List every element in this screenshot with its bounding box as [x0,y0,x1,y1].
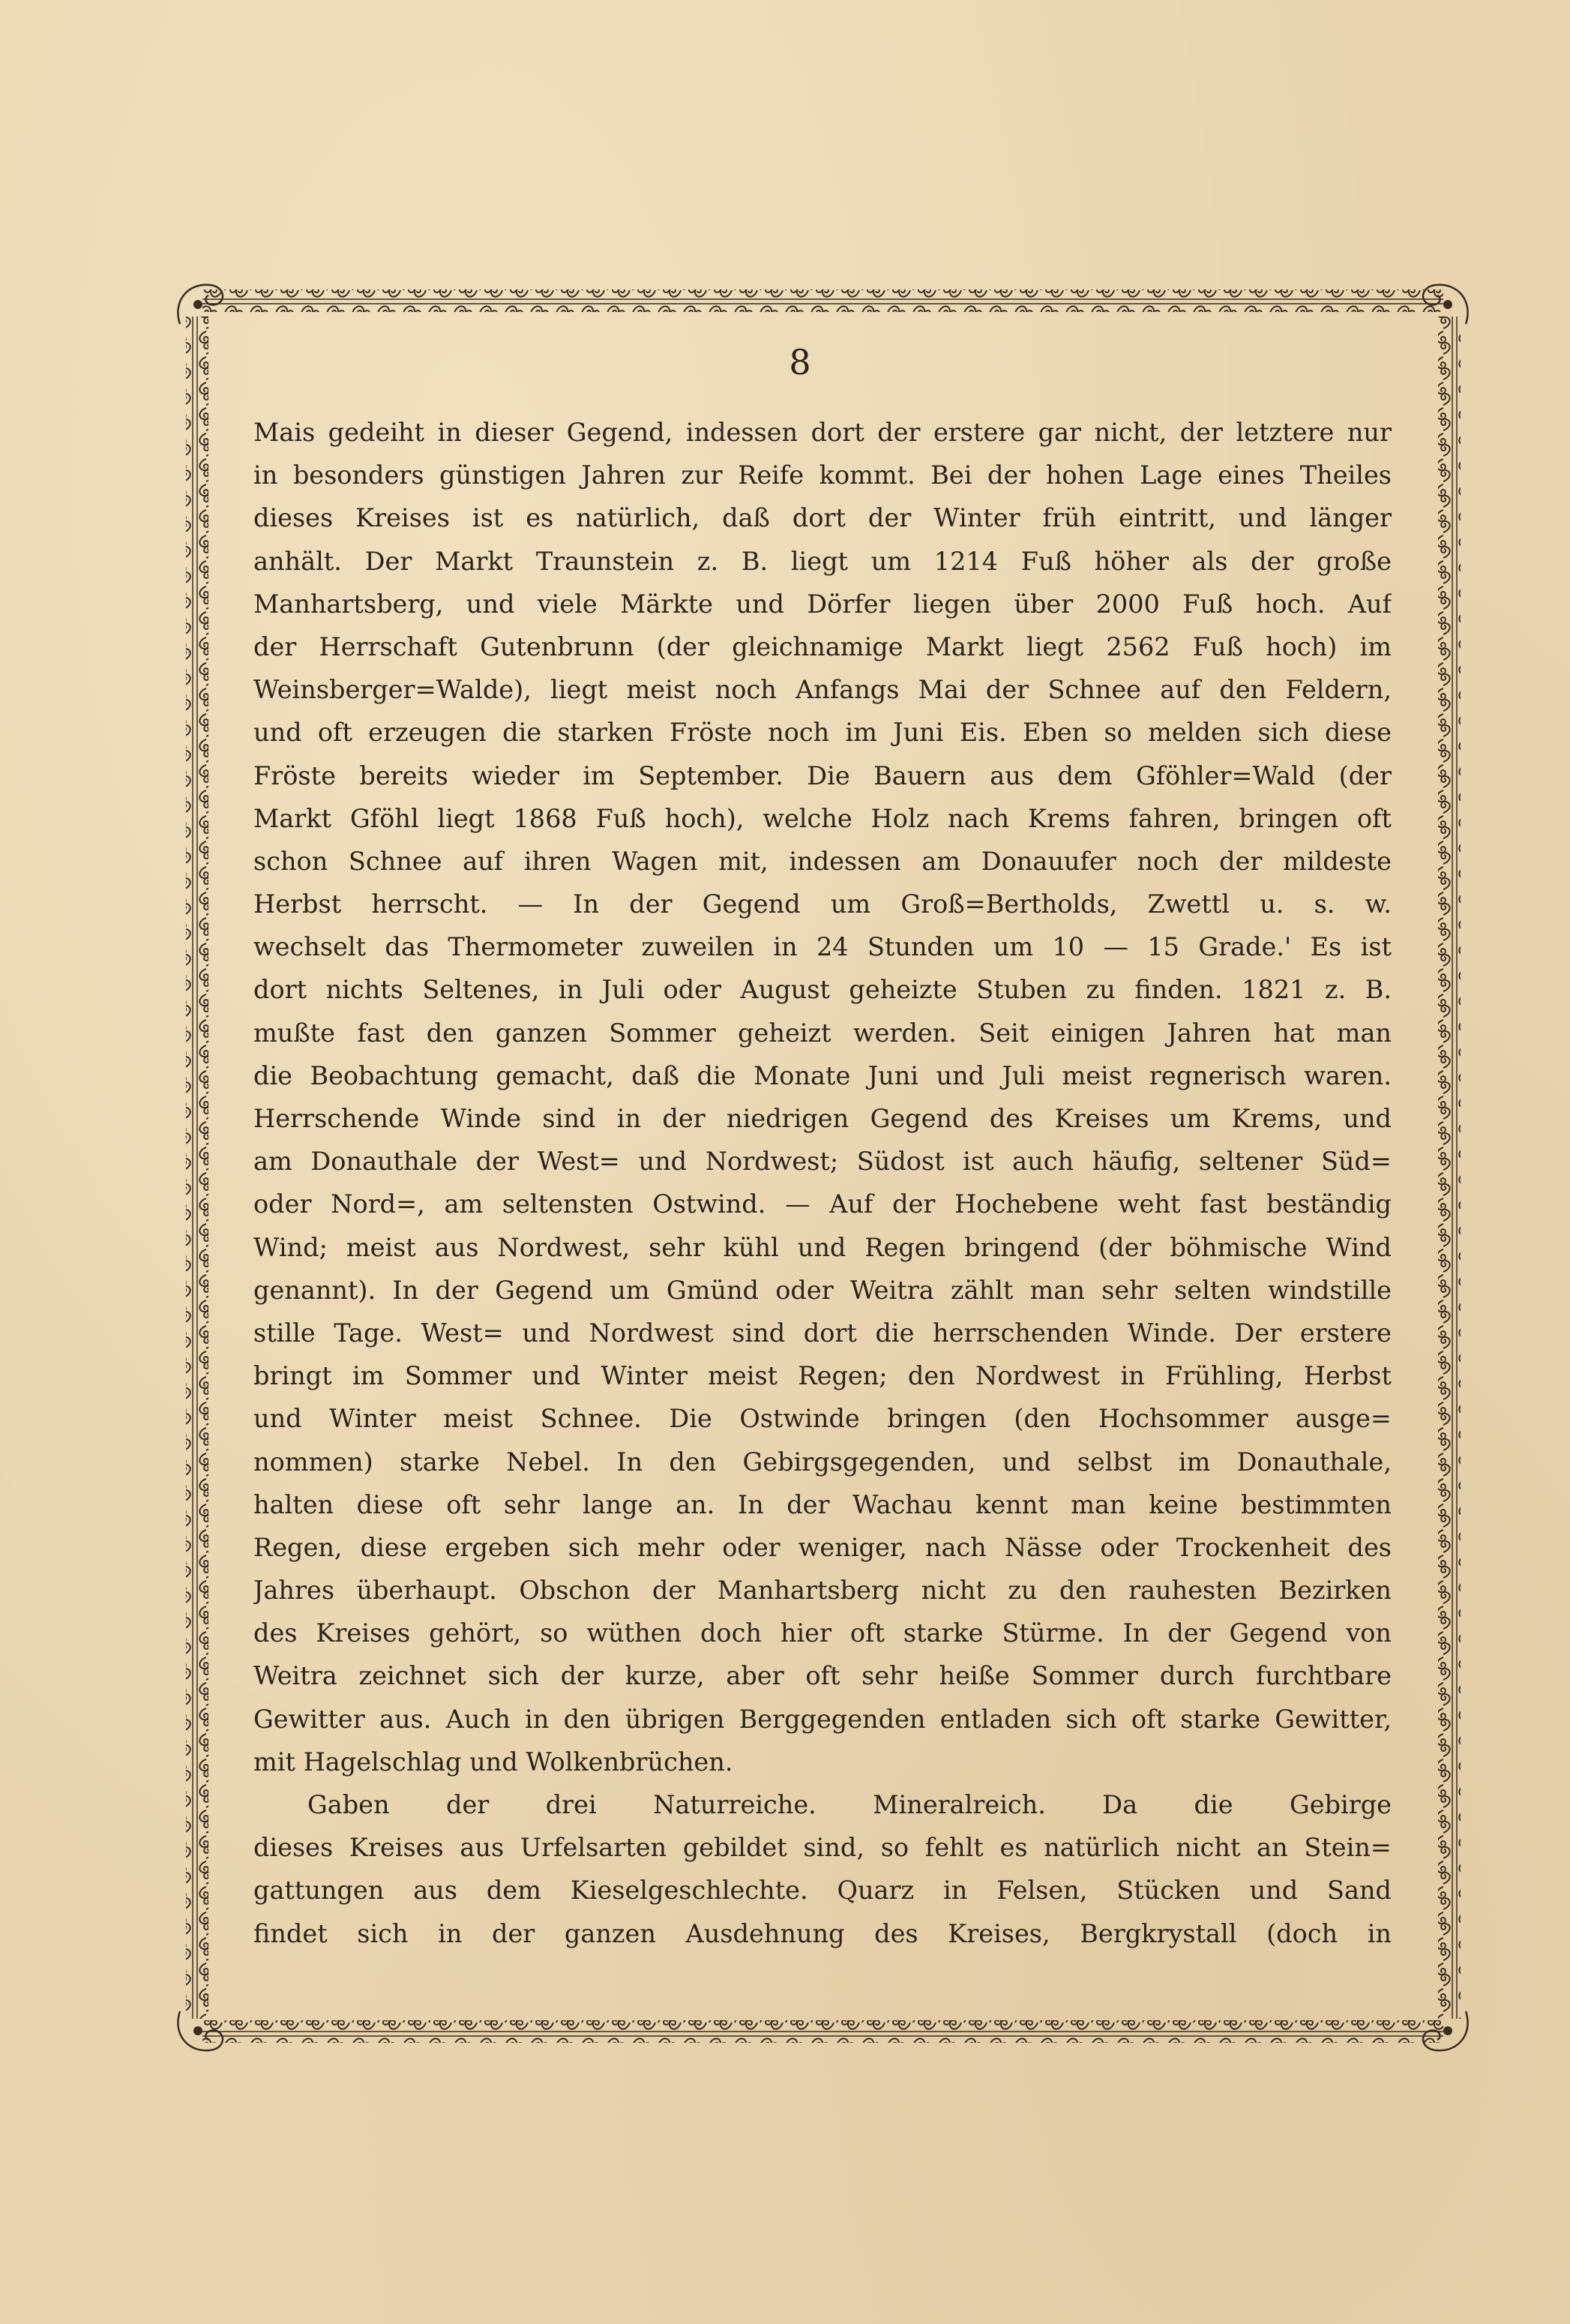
text-line: in besonders günstigen Jahren zur Reife kommt. Bei der hohen Lage eines Theiles [253,460,1392,490]
text-line: genannt). In der Gegend um Gmünd oder Weitra zählt man sehr selten windstille [253,1275,1392,1305]
text-line: und oft erzeugen die starken Fröste noch im Juni Eis. Eben so melden sich diese [253,718,1392,748]
text-line: die Beobachtung gemacht, daß die Monate Juni und Juli meist regnerisch waren. [253,1060,1392,1090]
text-line: Fröste bereits wieder im September. Die Bauern aus dem Gföhler=Wald (der [253,760,1392,790]
text-line: Mais gedeiht in dieser Gegend, indessen dort der erstere gar nicht, der letztere nur [253,418,1392,447]
page-number: 8 [789,342,811,382]
body-text [253,411,1392,1955]
text-line: halten diese oft sehr lange an. In der Wachau kennt man keine bestimmten [253,1489,1392,1519]
text-line: wechselt das Thermometer zuweilen in 24 Stunden um 10 — 15 Grade.' Es ist [253,932,1392,962]
text-line: und Winter meist Schnee. Die Ostwinde bringen (den Hochsommer ausge= [253,1404,1392,1434]
text-line: stille Tage. West= und Nordwest sind dort die herrschenden Winde. Der erstere [253,1318,1392,1348]
text-line: Wind; meist aus Nordwest, sehr kühl und Regen bringend (der böhmische Wind [253,1232,1392,1262]
text-line: Markt Gföhl liegt 1868 Fuß hoch), welche Holz nach Krems fahren, bringen oft [253,803,1392,833]
text-line: dieses Kreises aus Urfelsarten gebildet sind, so fehlt es natürlich nicht an Stein= [253,1833,1392,1863]
text-line: Gewitter aus. Auch in den übrigen Berggegenden entladen sich oft starke Gewitter, [253,1704,1392,1734]
text-line: Jahres überhaupt. Obschon der Manhartsberg nicht zu den rauhesten Bezirken [253,1576,1392,1606]
text-line: dieses Kreises ist es natürlich, daß dort der Winter früh eintritt, und länger [253,503,1392,533]
text-line: anhält. Der Markt Traunstein z. B. liegt um 1214 Fuß höher als der große [253,546,1392,576]
text-line: gattungen aus dem Kieselgeschlechte. Quarz in Felsen, Stücken und Sand [253,1876,1392,1906]
text-line: mit Hagelschlag und Wolkenbrüchen. [253,1747,733,1777]
section-heading-line: Gaben der drei Naturreiche. Mineralreich. Da die Gebirge [307,1790,1392,1819]
text-line: oder Nord=, am seltensten Ostwind. — Auf der Hochebene weht fast beständig [253,1189,1392,1219]
text-line: der Herrschaft Gutenbrunn (der gleichnamige Markt liegt 2562 Fuß hoch) im [253,631,1392,661]
text-line: Herrschende Winde sind in der niedrigen Gegend des Kreises um Krems, und [253,1104,1392,1133]
text-line: schon Schnee auf ihren Wagen mit, indessen am Donauufer noch der mildeste [253,846,1392,876]
text-line: dort nichts Seltenes, in Juli oder August geheizte Stuben zu finden. 1821 z. B. [253,975,1392,1005]
text-line: Weitra zeichnet sich der kurze, aber oft sehr heiße Sommer durch furchtbare [253,1661,1392,1691]
text-line: bringt im Sommer und Winter meist Regen; den Nordwest in Frühling, Herbst [253,1361,1392,1391]
text-line: Herbst herrscht. — In der Gegend um Groß=Bertholds, Zwettl u. s. w. [253,889,1392,919]
text-line: Weinsberger=Walde), liegt meist noch Anfangs Mai der Schnee auf den Feldern, [253,675,1392,705]
text-line: Manhartsberg, und viele Märkte und Dörfer liegen über 2000 Fuß hoch. Auf [253,589,1392,619]
text-line: nommen) starke Nebel. In den Gebirgsgegenden, und selbst im Donauthale, [253,1447,1392,1477]
text-line: mußte fast den ganzen Sommer geheizt werden. Seit einigen Jahren hat man [253,1018,1392,1048]
text-line: findet sich in der ganzen Ausdehnung des Kreises, Bergkrystall (doch in [253,1918,1392,1948]
text-line: des Kreises gehört, so wüthen doch hier oft starke Stürme. In der Gegend von [253,1618,1392,1648]
text-line: am Donauthale der West= und Nordwest; Südost ist auch häufig, seltener Süd= [253,1147,1392,1177]
text-line: Regen, diese ergeben sich mehr oder weniger, nach Nässe oder Trockenheit des [253,1532,1392,1562]
